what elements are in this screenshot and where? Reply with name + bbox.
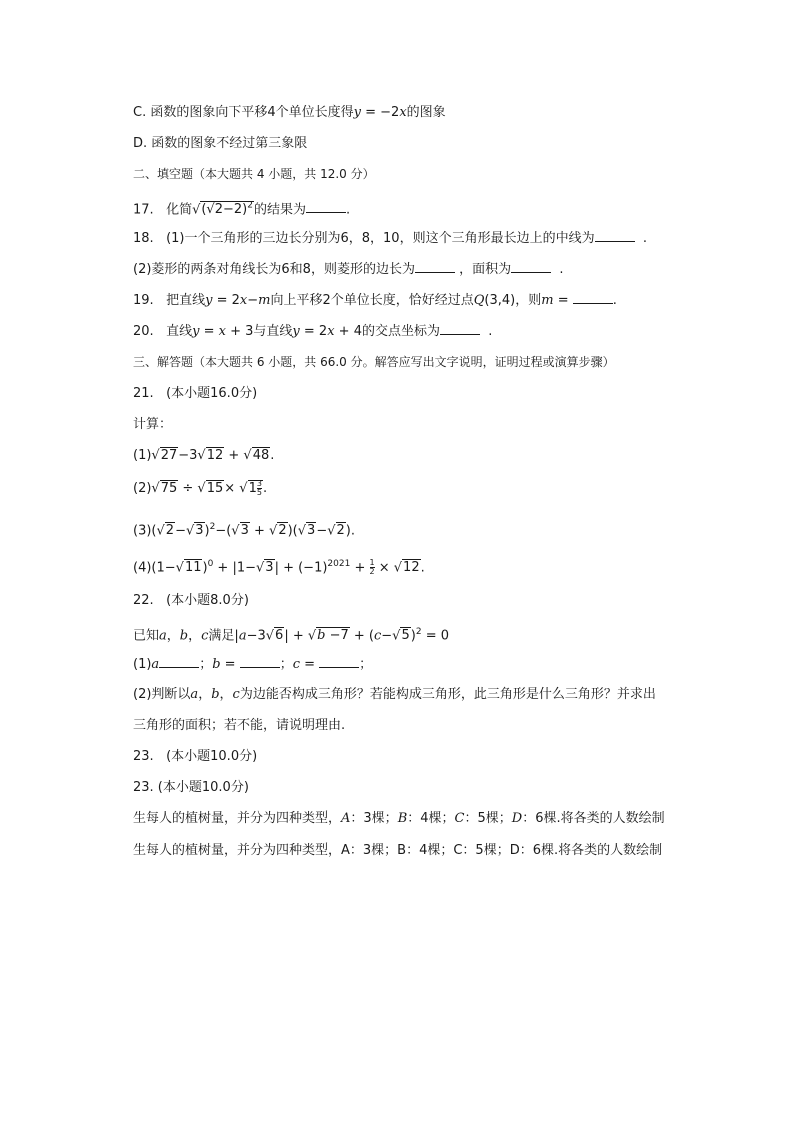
option-c: C. 函数的图象向下平移4个单位长度得y = −2x的图象 xyxy=(133,105,446,120)
question-23-para-line2: 生每人的植树量，并分为四种类型，A：3棵；B：4棵；C：5棵；D：6棵.将各类的人数绘制 xyxy=(133,811,665,826)
question-17: 17. 化简$√(√2-2)^2$的结果为 . xyxy=(133,201,351,218)
option-d: D. 函数的图象不经过第三象限 xyxy=(133,136,308,151)
question-21-3: $(3)(√2-√3)^2-(√3 + √2)(√3-√2)$. xyxy=(133,522,356,539)
question-21-1: (1)√27−3√12 + √48. xyxy=(133,448,275,463)
question-21-4: $(4)(1-√11)^0 + |1-√3| + (-1)^{2021}$ + $\frac{1}{2}$ × √12. xyxy=(133,558,425,577)
question-22-condition: 已知a，b，c满足$|a-3√6| + √b -7 + (c-√5)^2 = 0$ xyxy=(133,627,449,644)
calc-label: 计算： xyxy=(133,417,173,432)
question-22-1: (1)a ；b = ；c = ； xyxy=(133,657,373,672)
question-21-header: 21. (本小题16.0分) xyxy=(133,386,258,401)
question-20: 20. 直线y = x + 3与直线y = 2x + 4的交点坐标为 . xyxy=(133,324,493,339)
question-22-header: 22. (本小题8.0分) xyxy=(133,593,249,608)
question-22-2-line2: 三角形的面积；若不能，请说明理由. xyxy=(133,718,346,733)
section-solve-heading: 三、解答题（本大题共 6 小题，共 66.0 分。解答应写出文字说明，证明过程或演算步骤） xyxy=(133,355,615,369)
question-23-para-line1: 23. (本小题10.0分) xyxy=(133,780,249,795)
question-21-2: (2)√75 ÷ √15× √1 $\frac{3}{5}$ . xyxy=(133,479,268,497)
question-22-2-line1: (2)判断以a，b，c为边能否构成三角形？若能构成三角形，此三角形是什么三角形？并求出 xyxy=(133,687,656,702)
question-18-part1: 18. (1)一个三角形的三边长分别为6，8，10，则这个三角形最长边上的中线为 . xyxy=(133,231,647,246)
question-18-part2: (2)菱形的两条对角线长为6和8，则菱形的边长为 ，面积为 . xyxy=(133,262,564,277)
question-23-header: 23. (本小题10.0分) xyxy=(133,749,258,764)
question-23-para-line3: 生每人的植树量，并分为四种类型，A：3棵；B：4棵；C：5棵；D：6棵.将各类的人数绘制 xyxy=(133,843,663,858)
question-19: 19. 把直线y = 2x−m向上平移2个单位长度，恰好经过点Q(3,4)，则m = . xyxy=(133,293,617,308)
section-fill-blank-heading: 二、填空题（本大题共 4 小题，共 12.0 分） xyxy=(133,167,375,181)
